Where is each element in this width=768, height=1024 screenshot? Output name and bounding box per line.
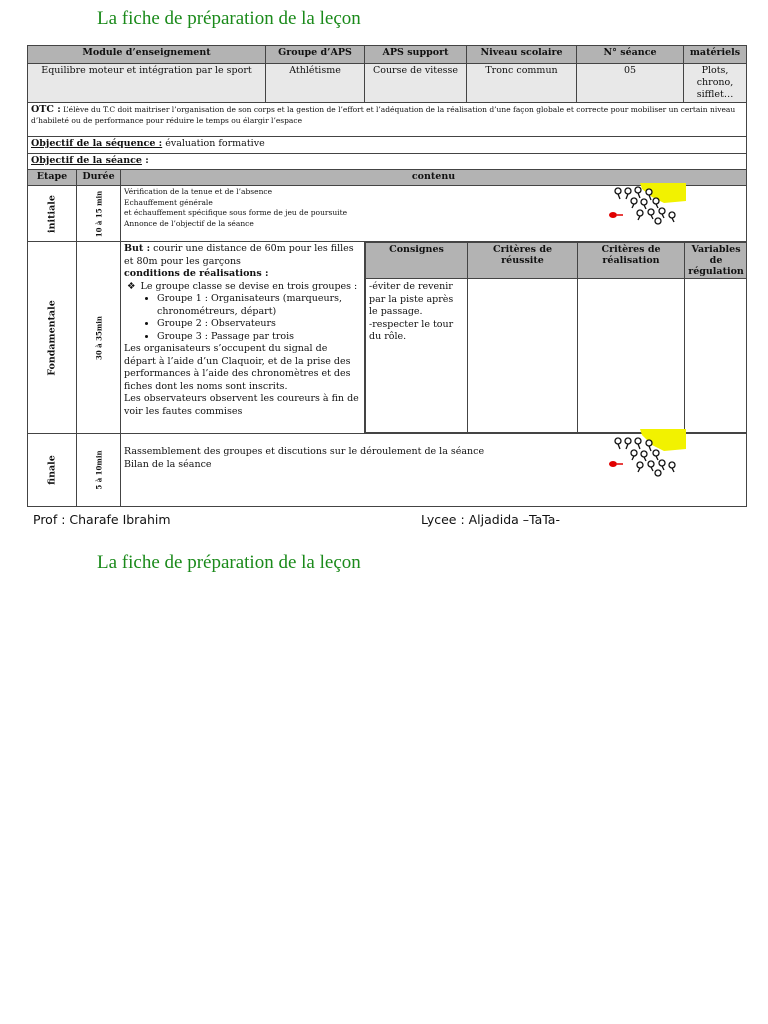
finale-line: Rassemblement des groupes et discutions sur le déroulement de la séance (124, 446, 485, 457)
fondamentale-duree-label: 30 à 35min (94, 315, 103, 360)
sun-rays (640, 429, 686, 451)
otc-row (28, 103, 747, 137)
criteres-realisation-header: Critères de réalisation (578, 243, 685, 279)
criteres-reussite-cell (468, 279, 578, 433)
objective-sequence-cell (28, 137, 747, 154)
variables-regulation-cell (685, 279, 747, 433)
objective-seance-row (28, 154, 747, 170)
value-module: Equilibre moteur et intégration par le sport (28, 64, 266, 103)
otc-label: OTC : (31, 104, 61, 115)
header-aps-support: APS support (365, 46, 467, 64)
value-seance: 05 (577, 64, 684, 103)
otc-text: L’élève du T.C doit maitriser l’organisation de son corps et la gestion de l’effort et l’adéquation de la réalisation d’une façon globale et correcte pour mobiliser un certain niveau d’habileté ou de performance pour réduire le temps ou élargir l’espace (31, 105, 736, 125)
consignes-header: Consignes (366, 243, 468, 279)
initiale-duree-cell (77, 186, 121, 242)
criteria-subtable (365, 242, 747, 433)
header-seance: N° séance (577, 46, 684, 64)
observateurs-paragraph: Les observateurs observent les coureurs à fin de voir les fautes commises (124, 393, 359, 417)
finale-duree-cell (77, 434, 121, 507)
students-group-illustration (606, 183, 686, 227)
criteres-reussite-header: Critères de réussite (468, 243, 578, 279)
initiale-etape-label: initiale (46, 194, 58, 233)
group-item: • Groupe 3 : Passage par trois (157, 331, 361, 344)
fondamentale-row (28, 242, 747, 434)
page-title-repeat: La fiche de préparation de la leçon (97, 552, 361, 573)
value-aps-support: Course de vitesse (365, 64, 467, 103)
group-item: • Groupe 1 : Organisateurs (marqueurs, chronométreurs, départ) (157, 293, 361, 318)
teacher-symbol (609, 212, 623, 218)
value-niveau: Tronc commun (467, 64, 577, 103)
objective-seance-value: : (141, 155, 149, 166)
header-row (28, 46, 747, 64)
organisateurs-paragraph: Les organisateurs s’occupent du signal de départ à l’aide d’un Claquoir, et de la prise des performances à l’aide des chronomètres et des fiches dont les noms sont inscrits. (124, 343, 351, 392)
consignes-cell (366, 279, 468, 433)
value-materiels: Plots, chrono, sifflet… (684, 64, 747, 103)
fondamentale-duree-cell (77, 242, 121, 434)
objective-seance-cell (28, 154, 747, 170)
objective-sequence-row (28, 137, 747, 154)
conditions-label: conditions de réalisations : (124, 268, 269, 279)
criteres-realisation-cell (578, 279, 685, 433)
teacher-symbol (609, 461, 623, 467)
header-groupe-aps: Groupe d’APS (266, 46, 365, 64)
fondamentale-etape-label: Fondamentale (46, 299, 58, 376)
fondamentale-but-cell (121, 242, 365, 434)
fondamentale-criteria-cell (365, 242, 747, 434)
finale-etape-label: finale (46, 455, 58, 485)
initiale-line: Vérification de la tenue et de l’absence (124, 187, 273, 196)
page-title: La fiche de préparation de la leçon (97, 8, 361, 29)
group-item: • Groupe 2 : Observateurs (157, 318, 361, 331)
otc-cell (28, 103, 747, 137)
but-label: But : (124, 243, 151, 254)
finale-line: Bilan de la séance (124, 458, 212, 470)
footer-prof: Prof : Charafe Ibrahim (33, 512, 171, 527)
values-row (28, 64, 747, 103)
fondamentale-etape-cell (28, 242, 77, 434)
finale-duree-label: 5 à 10min (94, 450, 103, 490)
header-materiels: matériels (684, 46, 747, 64)
consigne-item: -éviter de revenir par la piste après le passage. (369, 281, 454, 317)
variables-regulation-header: Variables de régulation (685, 243, 747, 279)
objective-sequence-value: évaluation formative (162, 138, 265, 149)
but-text: courir une distance de 60m pour les filles et 80m pour les garçons (124, 243, 354, 267)
finale-etape-cell (28, 434, 77, 507)
value-groupe-aps: Athlétisme (266, 64, 365, 103)
etape-header: Etape (28, 170, 77, 186)
initiale-line: Echauffement générale (124, 197, 213, 207)
duree-header: Durée (77, 170, 121, 186)
students-group-illustration (606, 429, 686, 481)
initiale-line: Annonce de l’objectif de la séance (124, 218, 254, 228)
header-niveau: Niveau scolaire (467, 46, 577, 64)
contenu-header: contenu (121, 170, 747, 186)
initiale-line: et échauffement spécifique sous forme de jeu de poursuite (124, 208, 348, 217)
footer-lycee: Lycee : Aljadida –TaTa- (421, 512, 560, 527)
objective-seance-label: Objectif de la séance (31, 155, 142, 166)
consigne-item: -respecter le tour du rôle. (369, 318, 454, 342)
objective-sequence-label: Objectif de la séquence : (31, 138, 163, 149)
header-module: Module d’enseignement (28, 46, 266, 64)
initiale-duree-label: 10 à 15 min (94, 190, 103, 237)
initiale-etape-cell (28, 186, 77, 242)
bullet-groupe-classe: ❖ Le groupe classe se devise en trois groupes : (142, 281, 361, 294)
